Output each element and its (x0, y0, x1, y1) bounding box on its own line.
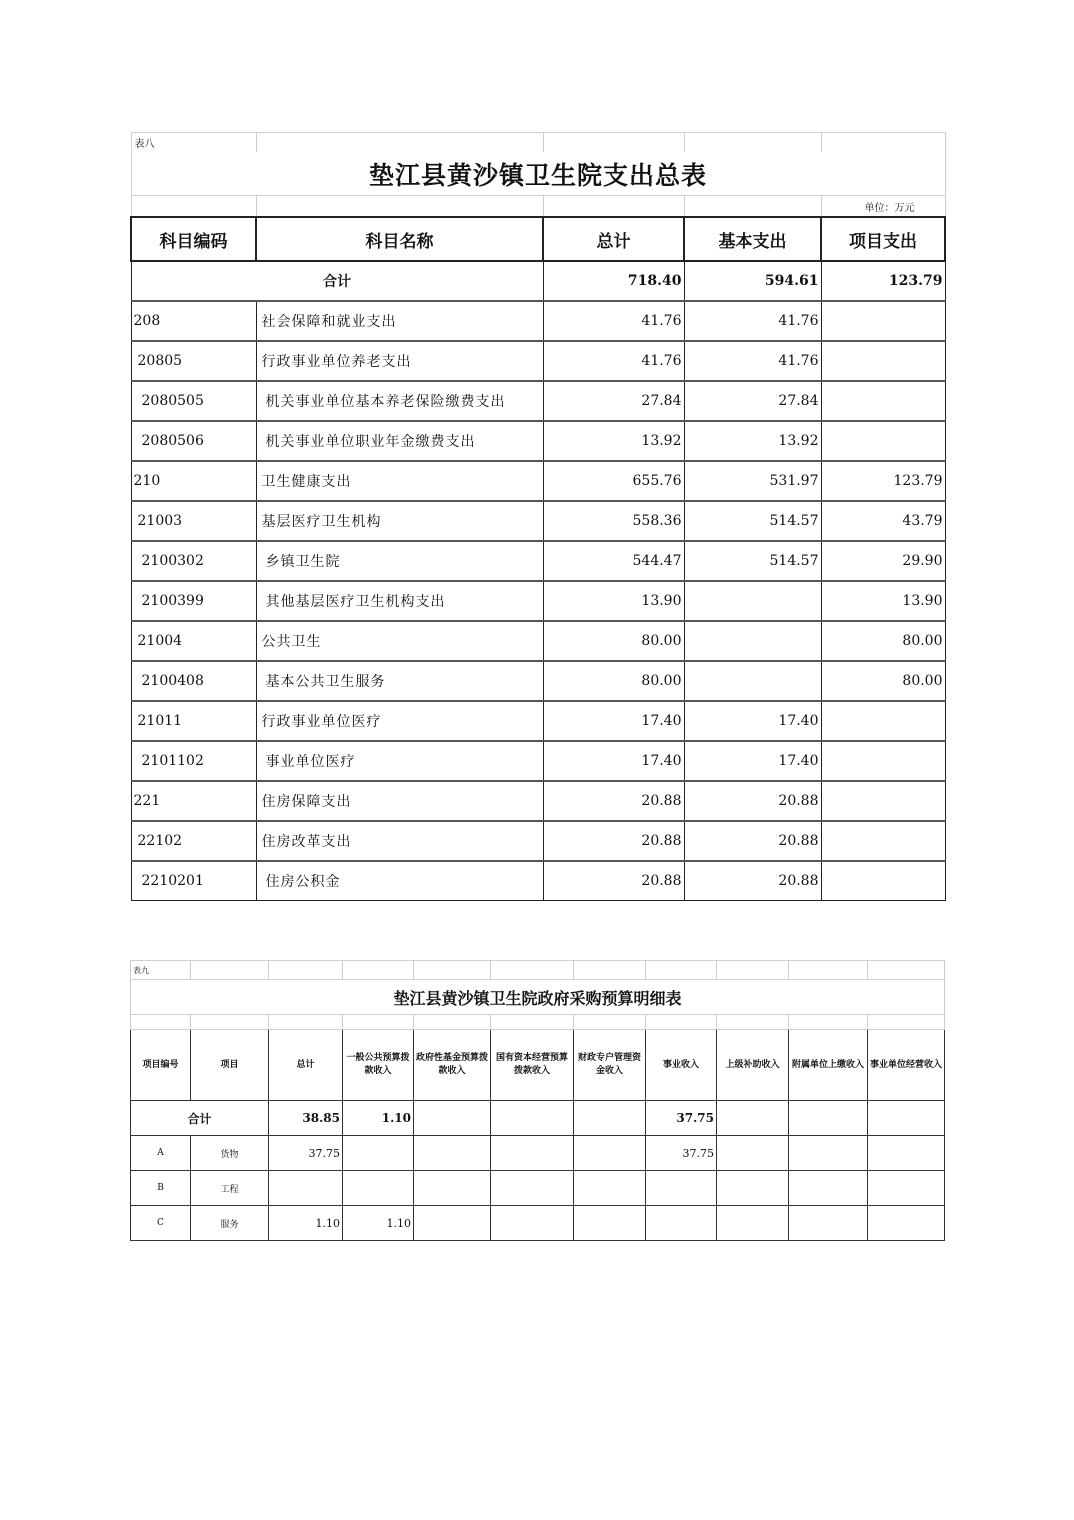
row-cell (269, 1171, 343, 1206)
row-item: 服务 (191, 1206, 269, 1241)
header-cell: 附属单位上缴收入 (789, 1030, 868, 1101)
row-project: 43.79 (821, 501, 945, 541)
row-basic: 20.88 (684, 861, 821, 901)
row-code: A (131, 1136, 191, 1171)
header-total: 总计 (543, 217, 684, 261)
total-project: 123.79 (821, 261, 945, 301)
header-cell: 政府性基金预算拨款收入 (414, 1030, 491, 1101)
row-project (821, 821, 945, 861)
total-cell: 1.10 (343, 1101, 414, 1136)
header-cell: 项目 (191, 1030, 269, 1101)
table-row (131, 301, 945, 341)
total-label: 合计 (131, 1101, 269, 1136)
table-row (131, 701, 945, 741)
row-cell: 1.10 (343, 1206, 414, 1241)
header-project: 项目支出 (821, 217, 945, 261)
row-code: 2100408 (131, 661, 256, 701)
row-total: 558.36 (543, 501, 684, 541)
row-cell (414, 1136, 491, 1171)
header-row (131, 217, 945, 261)
row-code: 2100399 (131, 581, 256, 621)
table-row (131, 861, 945, 901)
row-name: 卫生健康支出 (256, 461, 543, 501)
row-cell (717, 1136, 789, 1171)
row-basic (684, 621, 821, 661)
table-row (131, 781, 945, 821)
table-row (131, 581, 945, 621)
row-cell (414, 1206, 491, 1241)
row-cell (789, 1206, 868, 1241)
row-total: 41.76 (543, 341, 684, 381)
row-cell (574, 1171, 646, 1206)
row-project: 80.00 (821, 621, 945, 661)
table-row (131, 541, 945, 581)
row-project: 123.79 (821, 461, 945, 501)
row-cell (491, 1206, 574, 1241)
expenditure-summary-table (130, 132, 944, 901)
row-code: B (131, 1171, 191, 1206)
row-cell (868, 1171, 945, 1206)
total-cell (574, 1101, 646, 1136)
row-total: 17.40 (543, 741, 684, 781)
header-cell: 国有资本经营预算拨款收入 (491, 1030, 574, 1101)
header-cell: 项目编号 (131, 1030, 191, 1101)
row-project (821, 701, 945, 741)
row-cell (343, 1171, 414, 1206)
row-cell (789, 1136, 868, 1171)
row-code: 210 (131, 461, 256, 501)
total-label: 合计 (131, 261, 543, 301)
row-cell (789, 1171, 868, 1206)
total-cell (717, 1101, 789, 1136)
row-basic: 531.97 (684, 461, 821, 501)
row-total: 41.76 (543, 301, 684, 341)
table-row (131, 421, 945, 461)
row-cell (646, 1206, 717, 1241)
table-row (131, 381, 945, 421)
row-basic (684, 661, 821, 701)
row-cell: 37.75 (269, 1136, 343, 1171)
row-project (821, 861, 945, 901)
row-total: 20.88 (543, 781, 684, 821)
row-cell (868, 1206, 945, 1241)
row-cell (868, 1136, 945, 1171)
row-total: 13.92 (543, 421, 684, 461)
row-item: 货物 (191, 1136, 269, 1171)
row-code: 21004 (131, 621, 256, 661)
table-row (131, 741, 945, 781)
row-name: 机关事业单位职业年金缴费支出 (256, 421, 543, 461)
row-name: 基本公共卫生服务 (256, 661, 543, 701)
header-basic: 基本支出 (684, 217, 821, 261)
row-code: 2080505 (131, 381, 256, 421)
row-name: 社会保障和就业支出 (256, 301, 543, 341)
row-cell (717, 1206, 789, 1241)
row-cell (491, 1171, 574, 1206)
header-cell: 一般公共预算拨款收入 (343, 1030, 414, 1101)
row-cell (574, 1136, 646, 1171)
row-cell: 37.75 (646, 1136, 717, 1171)
total-row (131, 261, 945, 301)
row-basic: 13.92 (684, 421, 821, 461)
row-name: 住房保障支出 (256, 781, 543, 821)
row-name: 其他基层医疗卫生机构支出 (256, 581, 543, 621)
row-code: 22102 (131, 821, 256, 861)
row-project: 13.90 (821, 581, 945, 621)
row-name: 公共卫生 (256, 621, 543, 661)
row-total: 17.40 (543, 701, 684, 741)
row-project (821, 741, 945, 781)
row-basic: 20.88 (684, 781, 821, 821)
total-row (131, 1101, 945, 1136)
row-cell (717, 1171, 789, 1206)
row-cell (574, 1206, 646, 1241)
total-cell (868, 1101, 945, 1136)
row-basic: 514.57 (684, 501, 821, 541)
row-basic: 17.40 (684, 701, 821, 741)
header-cell: 事业单位经营收入 (868, 1030, 945, 1101)
table-row (131, 621, 945, 661)
row-code: 2080506 (131, 421, 256, 461)
unit-label: 单位：万元 (821, 196, 945, 218)
total-cell: 37.75 (646, 1101, 717, 1136)
row-name: 住房改革支出 (256, 821, 543, 861)
row-name: 住房公积金 (256, 861, 543, 901)
table-label: 表九 (131, 961, 191, 980)
header-code: 科目编码 (131, 217, 256, 261)
row-code: 2101102 (131, 741, 256, 781)
row-cell (414, 1171, 491, 1206)
table-title: 垫江县黄沙镇卫生院支出总表 (131, 152, 945, 196)
row-name: 行政事业单位养老支出 (256, 341, 543, 381)
procurement-budget-table (130, 960, 944, 1241)
table-label: 表八 (131, 133, 256, 153)
table-row (131, 461, 945, 501)
table-row (131, 1206, 945, 1241)
row-project (821, 381, 945, 421)
row-project (821, 421, 945, 461)
total-basic: 594.61 (684, 261, 821, 301)
row-total: 13.90 (543, 581, 684, 621)
row-total: 544.47 (543, 541, 684, 581)
row-code: 2210201 (131, 861, 256, 901)
row-code: 208 (131, 301, 256, 341)
total-cell (414, 1101, 491, 1136)
table-row (131, 1171, 945, 1206)
row-project (821, 301, 945, 341)
total-cell (491, 1101, 574, 1136)
header-cell: 总计 (269, 1030, 343, 1101)
row-cell: 1.10 (269, 1206, 343, 1241)
row-code: 21011 (131, 701, 256, 741)
row-code: 20805 (131, 341, 256, 381)
total-total: 718.40 (543, 261, 684, 301)
row-cell (491, 1136, 574, 1171)
table-row (131, 821, 945, 861)
row-item: 工程 (191, 1171, 269, 1206)
row-total: 655.76 (543, 461, 684, 501)
row-cell (343, 1136, 414, 1171)
row-basic: 27.84 (684, 381, 821, 421)
header-cell: 财政专户管理资金收入 (574, 1030, 646, 1101)
table-row (131, 1136, 945, 1171)
row-basic: 41.76 (684, 341, 821, 381)
row-project (821, 341, 945, 381)
row-name: 机关事业单位基本养老保险缴费支出 (256, 381, 543, 421)
header-cell: 上级补助收入 (717, 1030, 789, 1101)
row-project: 80.00 (821, 661, 945, 701)
total-cell (789, 1101, 868, 1136)
header-row (131, 1030, 945, 1101)
header-name: 科目名称 (256, 217, 543, 261)
row-basic (684, 581, 821, 621)
row-total: 80.00 (543, 621, 684, 661)
table-title: 垫江县黄沙镇卫生院政府采购预算明细表 (131, 980, 945, 1015)
row-total: 80.00 (543, 661, 684, 701)
row-total: 20.88 (543, 821, 684, 861)
row-code: C (131, 1206, 191, 1241)
row-basic: 514.57 (684, 541, 821, 581)
row-code: 21003 (131, 501, 256, 541)
table-row (131, 501, 945, 541)
row-code: 221 (131, 781, 256, 821)
row-name: 事业单位医疗 (256, 741, 543, 781)
row-total: 20.88 (543, 861, 684, 901)
row-basic: 41.76 (684, 301, 821, 341)
row-name: 乡镇卫生院 (256, 541, 543, 581)
row-name: 行政事业单位医疗 (256, 701, 543, 741)
header-cell: 事业收入 (646, 1030, 717, 1101)
row-project (821, 781, 945, 821)
row-basic: 20.88 (684, 821, 821, 861)
total-cell: 38.85 (269, 1101, 343, 1136)
table-row (131, 341, 945, 381)
row-cell (646, 1171, 717, 1206)
row-total: 27.84 (543, 381, 684, 421)
table-row (131, 661, 945, 701)
row-name: 基层医疗卫生机构 (256, 501, 543, 541)
row-project: 29.90 (821, 541, 945, 581)
row-basic: 17.40 (684, 741, 821, 781)
row-code: 2100302 (131, 541, 256, 581)
